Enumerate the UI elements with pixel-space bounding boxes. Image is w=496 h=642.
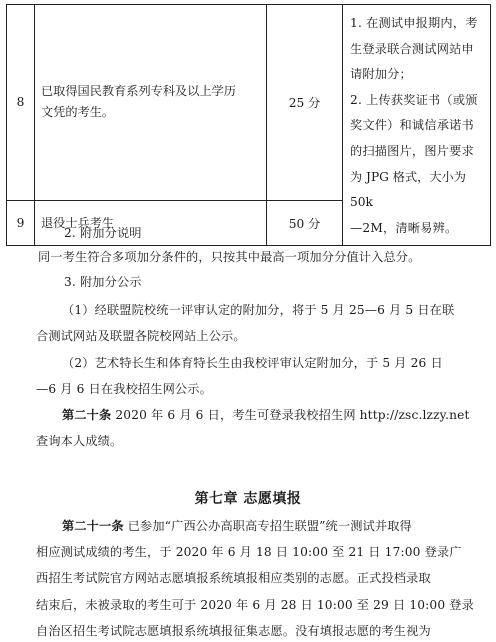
row-number: 8 [7, 5, 35, 201]
application-note [343, 5, 491, 246]
paragraph-line: （1）经联盟院校统一评审认定的附加分，将于 5 月 25—6 月 5 日在联 [62, 303, 455, 317]
paragraph-line: 结束后，未被录取的考生可于 2020 年 6 月 28 日 10:00 至 29 日 10:00 登录 [36, 597, 474, 612]
paragraph-line: 西招生考试院官方网站志愿填报系统填报相应类别的志愿。正式投档录取 [36, 571, 431, 586]
condition-line: 已取得国民教育系列专科及以上学历 [41, 84, 236, 99]
article-label: 第二十条 [62, 408, 112, 422]
note-line: 2. 上传获奖证书（或颁 [350, 92, 478, 107]
row-points: 50 分 [267, 200, 343, 246]
paragraph-line: 相应测试成绩的考生，于 2020 年 6 月 18 日 10:00 至 21 日 17:00 登录广 [36, 545, 462, 560]
condition-line: 文凭的考生。 [41, 105, 115, 120]
table-row [7, 5, 491, 201]
paragraph-line: 查询本人成绩。 [36, 434, 123, 449]
paragraph-line: —6 月 6 日在我校招生网公示。 [36, 382, 212, 397]
article-label: 第二十一条 [62, 519, 124, 533]
note-line: 生登录联合测试网站申 [350, 41, 474, 56]
paragraph-line: （2）艺术特长生和体育特长生由我校评审认定附加分，于 5 月 26 日 [62, 356, 443, 370]
condition-line: 退役士兵考生 [41, 215, 115, 230]
paragraph-line: 合测试网站及联盟各院校网站上公示。 [36, 329, 246, 344]
row-number: 9 [7, 200, 35, 246]
note-line: 的扫描图片，图片要求 [350, 143, 474, 158]
note-line: 奖文件）和诚信承诺书 [350, 118, 474, 133]
paragraph-line: 2020 年 6 月 6 日，考生可登录我校招生网 http://zsc.lzzy.net [111, 408, 470, 422]
section-heading: 3. 附加分公示 [64, 275, 142, 289]
row-points: 25 分 [267, 5, 343, 201]
paragraph-line: 已参加“广西公办高职高专招生联盟”统一测试并取得 [123, 519, 412, 533]
paragraph-2 [36, 352, 466, 401]
section-3 [38, 271, 466, 294]
paragraph-line: 同一考生符合多项加分条件的，只按其中最高一项加分分值计入总分。 [38, 250, 421, 264]
row-condition [35, 5, 267, 201]
note-line: 请附加分； [350, 67, 412, 82]
section-2 [38, 222, 466, 245]
paragraph-1 [36, 299, 466, 348]
note-line: 为 JPG 格式，大小为 50k [350, 169, 470, 210]
note-line: —2M，清晰易辨。 [350, 220, 458, 235]
section-heading: 2. 附加分说明 [64, 226, 142, 240]
article-21 [36, 515, 474, 642]
paragraph-line: 自治区招生考试院志愿填报系统填报征集志愿。没有填报志愿的考生视为 [36, 623, 431, 638]
chapter-title: 第七章 志愿填报 [194, 491, 302, 507]
note-line: 1. 在测试申报期内，考 [350, 16, 478, 30]
article-20 [36, 404, 470, 453]
bonus-points-table [6, 4, 491, 246]
section-2-text [38, 246, 466, 269]
